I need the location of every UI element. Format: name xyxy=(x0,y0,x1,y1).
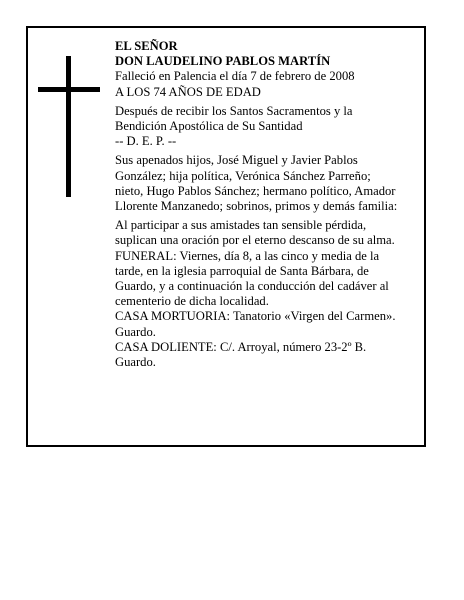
sacraments-line-2: Bendición Apostólica de Su Santidad xyxy=(115,119,303,134)
heading-title: EL SEÑOR xyxy=(115,39,178,53)
mortuary-line-1: CASA MORTUORIA: Tanatorio «Virgen del Carmen». xyxy=(115,309,396,324)
family-line-1: Sus apenados hijos, José Miguel y Javier Pablos xyxy=(115,153,358,168)
residence-line-2: Guardo. xyxy=(115,355,156,370)
obituary-text xyxy=(115,39,427,370)
sacraments-line-1: Después de recibir los Santos Sacramentos y la xyxy=(115,103,353,118)
mortuary-line-2: Guardo. xyxy=(115,324,156,339)
funeral-line-3: Guardo, y a continuación la conducción del cadáver al xyxy=(115,279,389,294)
family-line-3: nieto, Hugo Pablos Sánchez; hermano político, Amador xyxy=(115,183,396,198)
dep-line: -- D. E. P. -- xyxy=(115,134,177,149)
age-line: A LOS 74 AÑOS DE EDAD xyxy=(115,84,261,99)
residence-line-1: CASA DOLIENTE: C/. Arroyal, número 23-2º B. xyxy=(115,339,367,354)
deceased-name: DON LAUDELINO PABLOS MARTÍN xyxy=(115,54,331,69)
obituary-notice xyxy=(26,26,426,447)
request-line-2: suplican una oración por el eterno descanso de su alma. xyxy=(115,233,395,248)
cross-icon-horizontal-bar xyxy=(38,87,100,92)
funeral-line-2: tarde, en la iglesia parroquial de Santa Bárbara, de xyxy=(115,263,369,278)
death-date-line: Falleció en Palencia el día 7 de febrero de 2008 xyxy=(115,69,355,84)
funeral-line-4: cementerio de dicha localidad. xyxy=(115,294,269,309)
funeral-line-1: FUNERAL: Viernes, día 8, a las cinco y media de la xyxy=(115,248,380,263)
request-line-1: Al participar a sus amistades tan sensible pérdida, xyxy=(115,218,367,233)
family-line-2: González; hija política, Verónica Sánchez Parreño; xyxy=(115,168,371,183)
family-line-4: Llorente Manzanedo; sobrinos, primos y demás familia: xyxy=(115,199,398,214)
cross-icon-vertical-bar xyxy=(66,56,71,197)
